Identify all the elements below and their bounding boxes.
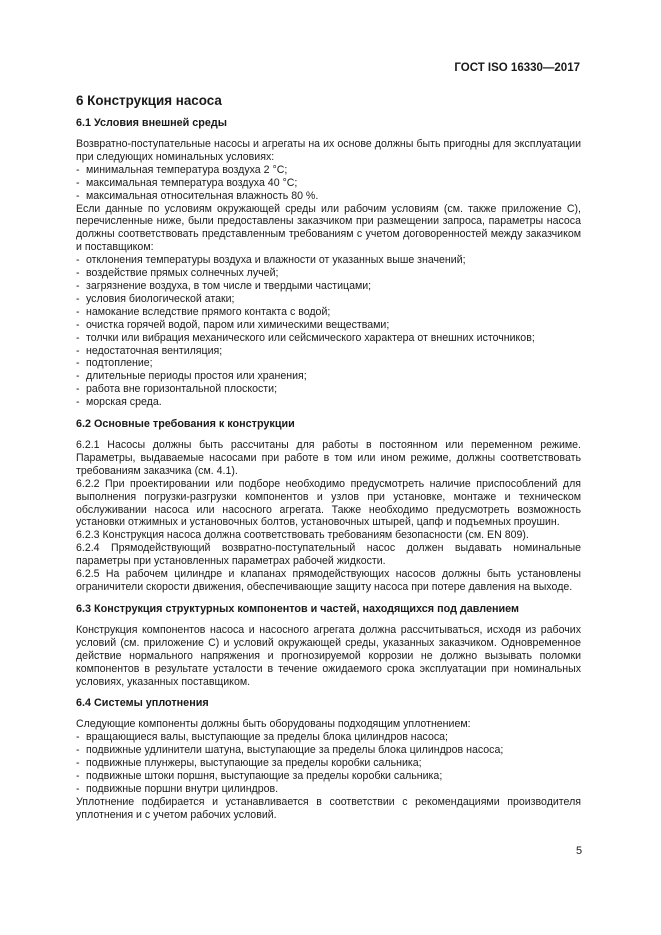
paragraph: Уплотнение подбирается и устанавливается в соответствии с рекомендациями производителя уплотнения и с учетом рабочих условий. [76, 795, 581, 821]
document-code: ГОСТ ISO 16330—2017 [454, 62, 580, 74]
nominal-conditions-list [76, 164, 581, 203]
paragraph: 6.2.5 На рабочем цилиндре и клапанах прямодействующих насосов должны быть установлены ограничители скорости движения, обеспечивающие защиту насоса при потере давления на выходе. [76, 568, 581, 593]
section-title: 6 Конструкция насоса [76, 93, 222, 108]
subsection-title-6-2: 6.2 Основные требования к конструкции [76, 418, 295, 431]
list-item: - очистка горячей водой, паром или химическими веществами; [76, 319, 581, 332]
sealing-components-list [76, 731, 581, 796]
paragraph: 6.2.3 Конструкция насоса должна соответствовать требованиям безопасности (см. EN 809). [76, 529, 529, 542]
environment-conditions-list [76, 254, 581, 409]
subsection-title-6-3: 6.3 Конструкция структурных компонентов и частей, находящихся под давлением [76, 602, 520, 615]
list-item: - недостаточная вентиляция; [76, 345, 581, 358]
list-item: - морская среда. [76, 396, 581, 409]
list-item: - подтопление; [76, 357, 581, 370]
list-item: - вращающиеся валы, выступающие за пределы блока цилиндров насоса; [76, 731, 581, 744]
list-item: - отклонения температуры воздуха и влажности от указанных выше значений; [76, 254, 581, 267]
page-number: 5 [576, 845, 583, 857]
subsection-title-6-4: 6.4 Системы уплотнения [76, 697, 209, 710]
list-item: - подвижные штоки поршня, выступающие за пределы коробки сальника; [76, 770, 581, 783]
list-item: - подвижные поршни внутри цилиндров. [76, 783, 581, 796]
list-item: - загрязнение воздуха, в том числе и твердыми частицами; [76, 280, 581, 293]
list-item: - подвижные плунжеры, выступающие за пределы коробки сальника; [76, 757, 581, 770]
list-item: - намокание вследствие прямого контакта с водой; [76, 306, 581, 319]
list-item: - работа вне горизонтальной плоскости; [76, 383, 581, 396]
list-item: - длительные периоды простоя или хранения; [76, 370, 581, 383]
paragraph: 6.2.2 При проектировании или подборе необходимо предусмотреть наличие приспособлений для выполнения погрузки-разгрузки компонентов и узлов при установке, монтаже и техническом обслуживании насоса или насосного агрегата. Также необходимо предусмотреть возможность установки отжимных и установочных болтов, установочных штырей, цапф и подъемных проушин. [76, 477, 581, 529]
list-item: - условия биологической атаки; [76, 293, 581, 306]
paragraph: Если данные по условиям окружающей среды или рабочим условиям (см. также приложение С), перечисленные ниже, были предоставлены заказчиком при размещении запроса, параметры насоса должны соответствовать представленным требованиям с учетом договоренностей между заказчиком и поставщиком: [76, 202, 581, 254]
list-item: - толчки или вибрация механического или сейсмического характера от внешних источников; [76, 332, 581, 345]
paragraph: Возвратно-поступательные насосы и агрегаты на их основе должны быть пригодны для эксплуатации при следующих номинальных условиях: [76, 138, 581, 163]
paragraph: Конструкция компонентов насоса и насосного агрегата должна рассчитываться, исходя из рабочих условий (см. приложение С) и условий окружающей среды, указанных заказчиком. Одновременное действие нормального напряжения и прогнозируемой коррозии не должно вызывать поломки компонентов в результате усталости в течение ожидаемого срока эксплуатации при номинальных условиях, указанных поставщиком. [76, 623, 581, 688]
page-content [76, 93, 581, 822]
list-item: - воздействие прямых солнечных лучей; [76, 267, 581, 280]
paragraph: 6.2.4 Прямодействующий возвратно-поступательный насос должен выдавать номинальные параметры при установленных параметрах рабочей жидкости. [76, 542, 581, 568]
list-item: - максимальная относительная влажность 80 %. [76, 190, 581, 203]
list-item: - минимальная температура воздуха 2 °С; [76, 164, 581, 177]
list-item: - максимальная температура воздуха 40 °С; [76, 177, 581, 190]
paragraph: Следующие компоненты должны быть оборудованы подходящим уплотнением: [76, 718, 471, 731]
paragraph: 6.2.1 Насосы должны быть рассчитаны для работы в постоянном или переменном режиме. Параметры, выдаваемые насосами при работе в том или ином режиме, должны соответствовать требованиям заказчика (см. 4.1). [76, 439, 581, 477]
subsection-title-6-1: 6.1 Условия внешней среды [76, 117, 227, 129]
list-item: - подвижные удлинители шатуна, выступающие за пределы блока цилиндров насоса; [76, 744, 581, 757]
